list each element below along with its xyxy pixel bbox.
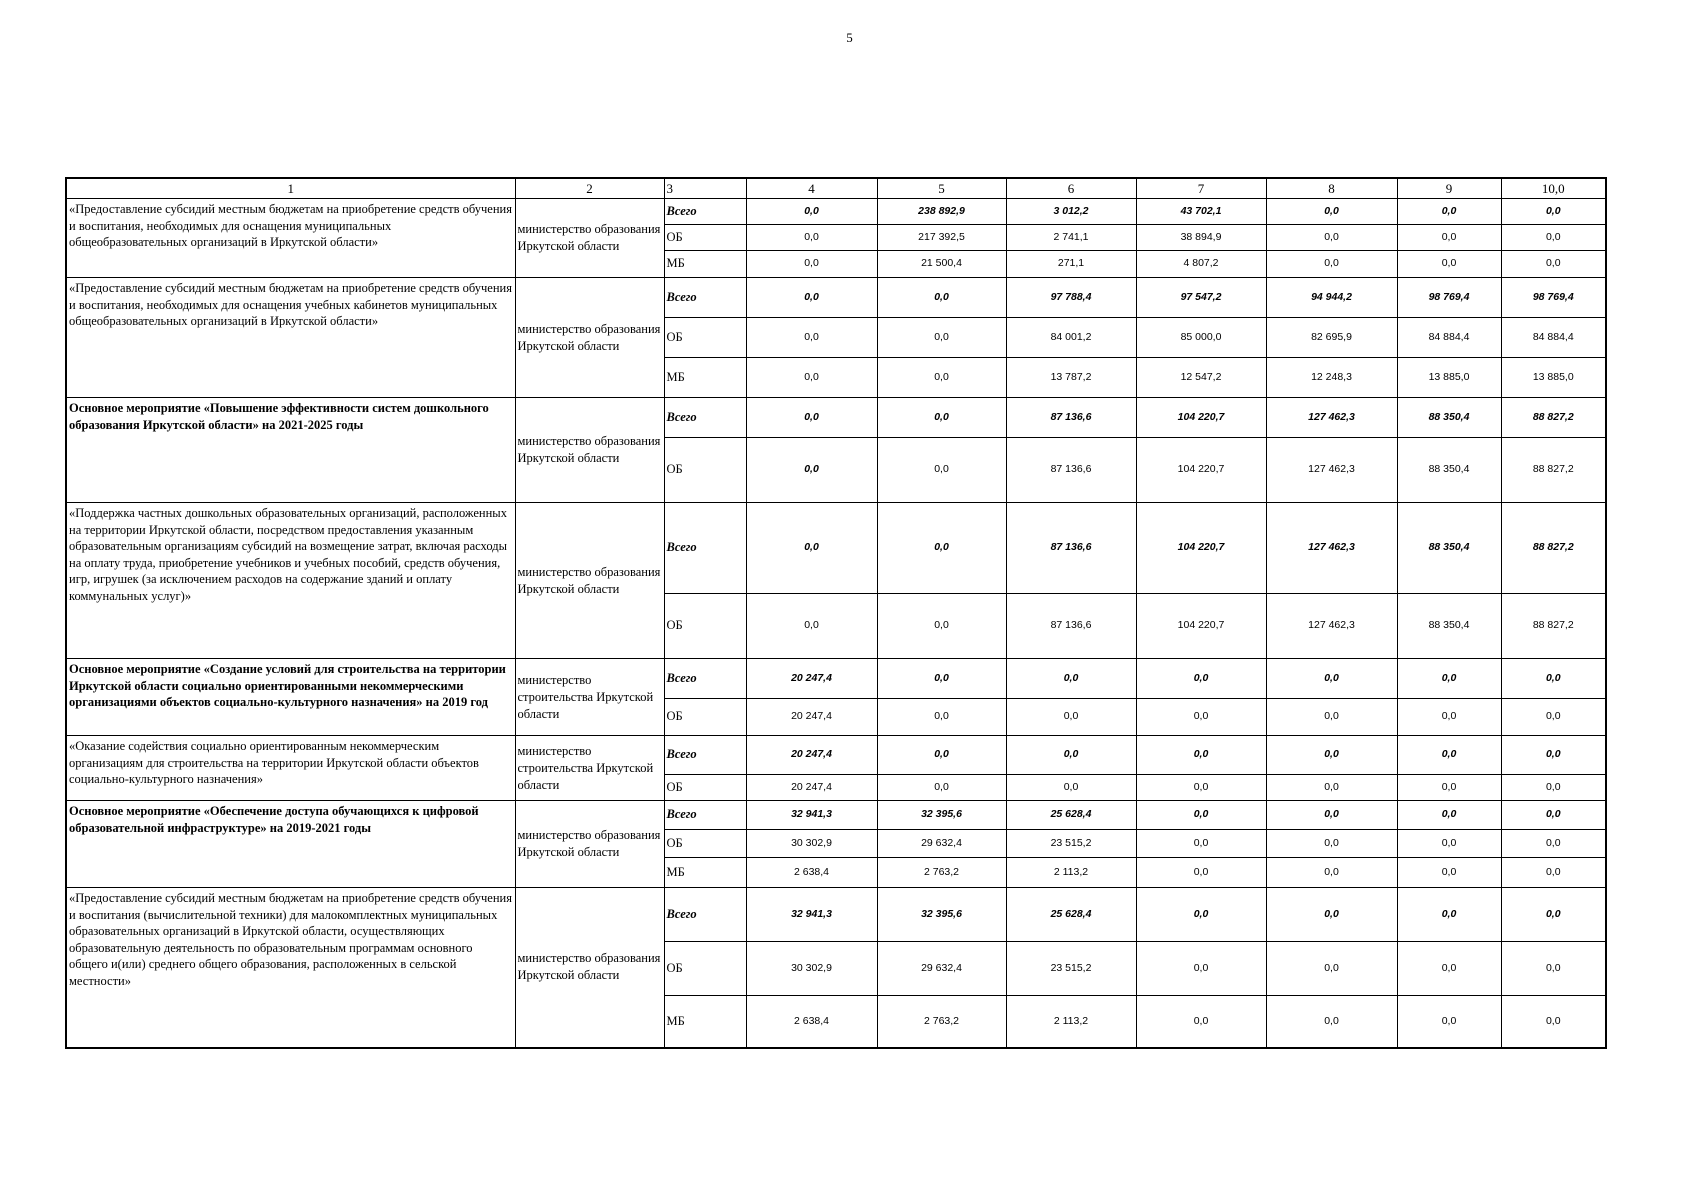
executor: министерство строительства Иркутской области: [515, 736, 664, 801]
amount-cell: 88 350,4: [1397, 594, 1501, 659]
amount-cell: 12 547,2: [1136, 358, 1266, 398]
amount-cell: 87 136,6: [1006, 503, 1136, 594]
amount-cell: 0,0: [1136, 830, 1266, 858]
amount-cell: 0,0: [1136, 996, 1266, 1048]
amount-cell: 0,0: [1501, 858, 1606, 888]
amount-cell: 0,0: [1397, 699, 1501, 736]
amount-cell: 0,0: [1501, 199, 1606, 225]
amount-cell: 0,0: [1397, 858, 1501, 888]
amount-cell: 32 395,6: [877, 801, 1006, 830]
amount-cell: 0,0: [1136, 858, 1266, 888]
amount-cell: 88 827,2: [1501, 503, 1606, 594]
amount-cell: 29 632,4: [877, 830, 1006, 858]
amount-cell: 32 941,3: [746, 888, 877, 942]
amount-cell: 0,0: [1266, 199, 1397, 225]
amount-cell: 0,0: [1397, 996, 1501, 1048]
amount-cell: 0,0: [1501, 659, 1606, 699]
amount-cell: 0,0: [1397, 888, 1501, 942]
executor: министерство строительства Иркутской области: [515, 659, 664, 736]
amount-cell: 97 547,2: [1136, 278, 1266, 318]
table-row: [66, 398, 1606, 438]
amount-cell: 30 302,9: [746, 830, 877, 858]
amount-cell: 0,0: [877, 699, 1006, 736]
funding-source: МБ: [664, 996, 746, 1048]
funding-source: ОБ: [664, 318, 746, 358]
amount-cell: 30 302,9: [746, 942, 877, 996]
amount-cell: 87 136,6: [1006, 438, 1136, 503]
amount-cell: 94 944,2: [1266, 278, 1397, 318]
amount-cell: 0,0: [746, 594, 877, 659]
amount-cell: 84 001,2: [1006, 318, 1136, 358]
amount-cell: 0,0: [746, 199, 877, 225]
funding-source: Всего: [664, 278, 746, 318]
amount-cell: 0,0: [1266, 801, 1397, 830]
funding-source: ОБ: [664, 942, 746, 996]
funding-source: ОБ: [664, 775, 746, 801]
funding-source: ОБ: [664, 438, 746, 503]
amount-cell: 0,0: [877, 358, 1006, 398]
amount-cell: 0,0: [1136, 775, 1266, 801]
amount-cell: 0,0: [746, 438, 877, 503]
amount-cell: 0,0: [1501, 775, 1606, 801]
activity-name: «Предоставление субсидий местным бюджетам на приобретение средств обучения и воспитания, необходимых для оснащения учебных кабинетов муниципальных общеобразовательных организаций в Иркутской области»: [66, 278, 515, 398]
amount-cell: 0,0: [877, 775, 1006, 801]
amount-cell: 0,0: [1501, 736, 1606, 775]
funding-source: МБ: [664, 858, 746, 888]
amount-cell: 104 220,7: [1136, 438, 1266, 503]
amount-cell: 0,0: [1397, 659, 1501, 699]
amount-cell: 0,0: [1501, 996, 1606, 1048]
amount-cell: 87 136,6: [1006, 594, 1136, 659]
amount-cell: 38 894,9: [1136, 225, 1266, 251]
amount-cell: 0,0: [746, 503, 877, 594]
amount-cell: 0,0: [746, 398, 877, 438]
amount-cell: 0,0: [1266, 830, 1397, 858]
amount-cell: 98 769,4: [1501, 278, 1606, 318]
funding-source: Всего: [664, 398, 746, 438]
amount-cell: 2 741,1: [1006, 225, 1136, 251]
amount-cell: 2 763,2: [877, 996, 1006, 1048]
funding-source: Всего: [664, 736, 746, 775]
activity-name: Основное мероприятие «Повышение эффективности систем дошкольного образования Иркутской области» на 2021-2025 годы: [66, 398, 515, 503]
amount-cell: 23 515,2: [1006, 830, 1136, 858]
amount-cell: 0,0: [1266, 996, 1397, 1048]
column-header: 2: [515, 178, 664, 199]
amount-cell: 0,0: [746, 251, 877, 278]
amount-cell: 12 248,3: [1266, 358, 1397, 398]
amount-cell: 0,0: [1136, 942, 1266, 996]
amount-cell: 104 220,7: [1136, 503, 1266, 594]
executor: министерство образования Иркутской области: [515, 888, 664, 1048]
amount-cell: 2 113,2: [1006, 858, 1136, 888]
amount-cell: 29 632,4: [877, 942, 1006, 996]
amount-cell: 97 788,4: [1006, 278, 1136, 318]
amount-cell: 0,0: [877, 438, 1006, 503]
amount-cell: 2 113,2: [1006, 996, 1136, 1048]
column-header: 8: [1266, 178, 1397, 199]
amount-cell: 20 247,4: [746, 736, 877, 775]
funding-source: ОБ: [664, 830, 746, 858]
amount-cell: 20 247,4: [746, 659, 877, 699]
funding-source: МБ: [664, 251, 746, 278]
amount-cell: 0,0: [877, 594, 1006, 659]
amount-cell: 0,0: [877, 278, 1006, 318]
amount-cell: 0,0: [1501, 251, 1606, 278]
amount-cell: 0,0: [1397, 251, 1501, 278]
amount-cell: 0,0: [746, 318, 877, 358]
header-row: [66, 178, 1606, 199]
amount-cell: 88 350,4: [1397, 503, 1501, 594]
amount-cell: 0,0: [1136, 699, 1266, 736]
amount-cell: 0,0: [1266, 659, 1397, 699]
amount-cell: 0,0: [1006, 659, 1136, 699]
amount-cell: 32 395,6: [877, 888, 1006, 942]
funding-source: Всего: [664, 659, 746, 699]
amount-cell: 0,0: [1501, 801, 1606, 830]
amount-cell: 88 350,4: [1397, 398, 1501, 438]
funding-source: Всего: [664, 503, 746, 594]
amount-cell: 21 500,4: [877, 251, 1006, 278]
amount-cell: 2 763,2: [877, 858, 1006, 888]
amount-cell: 104 220,7: [1136, 594, 1266, 659]
amount-cell: 127 462,3: [1266, 503, 1397, 594]
amount-cell: 0,0: [1136, 801, 1266, 830]
amount-cell: 88 350,4: [1397, 438, 1501, 503]
activity-name: «Поддержка частных дошкольных образовательных организаций, расположенных на территории Иркутской области, посредством предоставления указанным образовательным организациям субсидий на возмещение затрат, включая расходы на оплату труда, приобретение учебников и учебных пособий, средств обучения, игр, игрушек (за исключением расходов на содержание зданий и оплату коммунальных услуг)»: [66, 503, 515, 659]
amount-cell: 0,0: [1501, 225, 1606, 251]
amount-cell: 0,0: [1397, 942, 1501, 996]
amount-cell: 0,0: [1006, 699, 1136, 736]
funding-source: Всего: [664, 199, 746, 225]
amount-cell: 0,0: [1266, 225, 1397, 251]
amount-cell: 0,0: [1397, 225, 1501, 251]
activity-name: «Предоставление субсидий местным бюджетам на приобретение средств обучения и воспитания (вычислительной техники) для малокомплектных муниципальных образовательных организаций в Иркутской области, осуществляющих образовательную деятельность по образовательным программам основного общего и(или) среднего общего образования, расположенных в сельской местности»: [66, 888, 515, 1048]
amount-cell: 84 884,4: [1501, 318, 1606, 358]
table-row: [66, 801, 1606, 830]
activity-name: Основное мероприятие «Обеспечение доступа обучающихся к цифровой образовательной инфраструктуре» на 2019-2021 годы: [66, 801, 515, 888]
amount-cell: 0,0: [1397, 775, 1501, 801]
amount-cell: 0,0: [877, 736, 1006, 775]
amount-cell: 25 628,4: [1006, 801, 1136, 830]
executor: министерство образования Иркутской области: [515, 199, 664, 278]
amount-cell: 2 638,4: [746, 858, 877, 888]
executor: министерство образования Иркутской области: [515, 503, 664, 659]
funding-source: ОБ: [664, 225, 746, 251]
table-row: [66, 888, 1606, 942]
activity-name: «Оказание содействия социально ориентированным некоммерческим организациям для строительства на территории Иркутской области объектов социально-культурного назначения»: [66, 736, 515, 801]
amount-cell: 238 892,9: [877, 199, 1006, 225]
amount-cell: 0,0: [1136, 888, 1266, 942]
column-header: 7: [1136, 178, 1266, 199]
amount-cell: 0,0: [877, 318, 1006, 358]
amount-cell: 0,0: [1266, 858, 1397, 888]
column-header: 5: [877, 178, 1006, 199]
column-header: 6: [1006, 178, 1136, 199]
funding-table: [65, 177, 1607, 1049]
amount-cell: 0,0: [877, 503, 1006, 594]
amount-cell: 85 000,0: [1136, 318, 1266, 358]
activity-name: Основное мероприятие «Создание условий для строительства на территории Иркутской области социально ориентированными некоммерческими организациями объектов социально-культурного назначения» на 2019 год: [66, 659, 515, 736]
table-row: [66, 736, 1606, 775]
amount-cell: 20 247,4: [746, 775, 877, 801]
column-header: 9: [1397, 178, 1501, 199]
executor: министерство образования Иркутской области: [515, 278, 664, 398]
amount-cell: 0,0: [1501, 888, 1606, 942]
funding-source: ОБ: [664, 594, 746, 659]
amount-cell: 20 247,4: [746, 699, 877, 736]
amount-cell: 13 885,0: [1501, 358, 1606, 398]
amount-cell: 4 807,2: [1136, 251, 1266, 278]
funding-source: Всего: [664, 801, 746, 830]
amount-cell: 127 462,3: [1266, 438, 1397, 503]
amount-cell: 127 462,3: [1266, 398, 1397, 438]
executor: министерство образования Иркутской области: [515, 398, 664, 503]
amount-cell: 0,0: [1397, 736, 1501, 775]
amount-cell: 0,0: [877, 659, 1006, 699]
amount-cell: 82 695,9: [1266, 318, 1397, 358]
amount-cell: 0,0: [1397, 830, 1501, 858]
amount-cell: 217 392,5: [877, 225, 1006, 251]
amount-cell: 0,0: [1501, 942, 1606, 996]
amount-cell: 43 702,1: [1136, 199, 1266, 225]
amount-cell: 25 628,4: [1006, 888, 1136, 942]
amount-cell: 88 827,2: [1501, 594, 1606, 659]
column-header: 3: [664, 178, 746, 199]
amount-cell: 98 769,4: [1397, 278, 1501, 318]
column-header: 4: [746, 178, 877, 199]
amount-cell: 0,0: [1006, 775, 1136, 801]
amount-cell: 0,0: [1501, 699, 1606, 736]
amount-cell: 88 827,2: [1501, 398, 1606, 438]
amount-cell: 84 884,4: [1397, 318, 1501, 358]
amount-cell: 0,0: [1266, 775, 1397, 801]
amount-cell: 3 012,2: [1006, 199, 1136, 225]
amount-cell: 0,0: [1136, 659, 1266, 699]
amount-cell: 0,0: [746, 358, 877, 398]
amount-cell: 0,0: [1266, 888, 1397, 942]
amount-cell: 0,0: [1006, 736, 1136, 775]
amount-cell: 0,0: [1266, 736, 1397, 775]
amount-cell: 88 827,2: [1501, 438, 1606, 503]
amount-cell: 0,0: [1266, 942, 1397, 996]
amount-cell: 0,0: [1266, 699, 1397, 736]
table-row: [66, 278, 1606, 318]
amount-cell: 127 462,3: [1266, 594, 1397, 659]
amount-cell: 2 638,4: [746, 996, 877, 1048]
funding-source: Всего: [664, 888, 746, 942]
amount-cell: 23 515,2: [1006, 942, 1136, 996]
amount-cell: 0,0: [746, 278, 877, 318]
activity-name: «Предоставление субсидий местным бюджетам на приобретение средств обучения и воспитания, необходимых для оснащения муниципальных общеобразовательных организаций в Иркутской области»: [66, 199, 515, 278]
amount-cell: 0,0: [1397, 801, 1501, 830]
funding-source: ОБ: [664, 699, 746, 736]
amount-cell: 0,0: [877, 398, 1006, 438]
executor: министерство образования Иркутской области: [515, 801, 664, 888]
amount-cell: 87 136,6: [1006, 398, 1136, 438]
amount-cell: 0,0: [746, 225, 877, 251]
table-row: [66, 503, 1606, 594]
table-body: [66, 178, 1606, 1048]
amount-cell: 0,0: [1136, 736, 1266, 775]
amount-cell: 104 220,7: [1136, 398, 1266, 438]
table-row: [66, 199, 1606, 225]
funding-source: МБ: [664, 358, 746, 398]
amount-cell: 13 885,0: [1397, 358, 1501, 398]
amount-cell: 0,0: [1501, 830, 1606, 858]
amount-cell: 13 787,2: [1006, 358, 1136, 398]
amount-cell: 271,1: [1006, 251, 1136, 278]
page-number: 5: [846, 30, 853, 45]
amount-cell: 0,0: [1397, 199, 1501, 225]
table-row: [66, 659, 1606, 699]
amount-cell: 32 941,3: [746, 801, 877, 830]
column-header: 1: [66, 178, 515, 199]
column-header: 10,0: [1501, 178, 1606, 199]
amount-cell: 0,0: [1266, 251, 1397, 278]
